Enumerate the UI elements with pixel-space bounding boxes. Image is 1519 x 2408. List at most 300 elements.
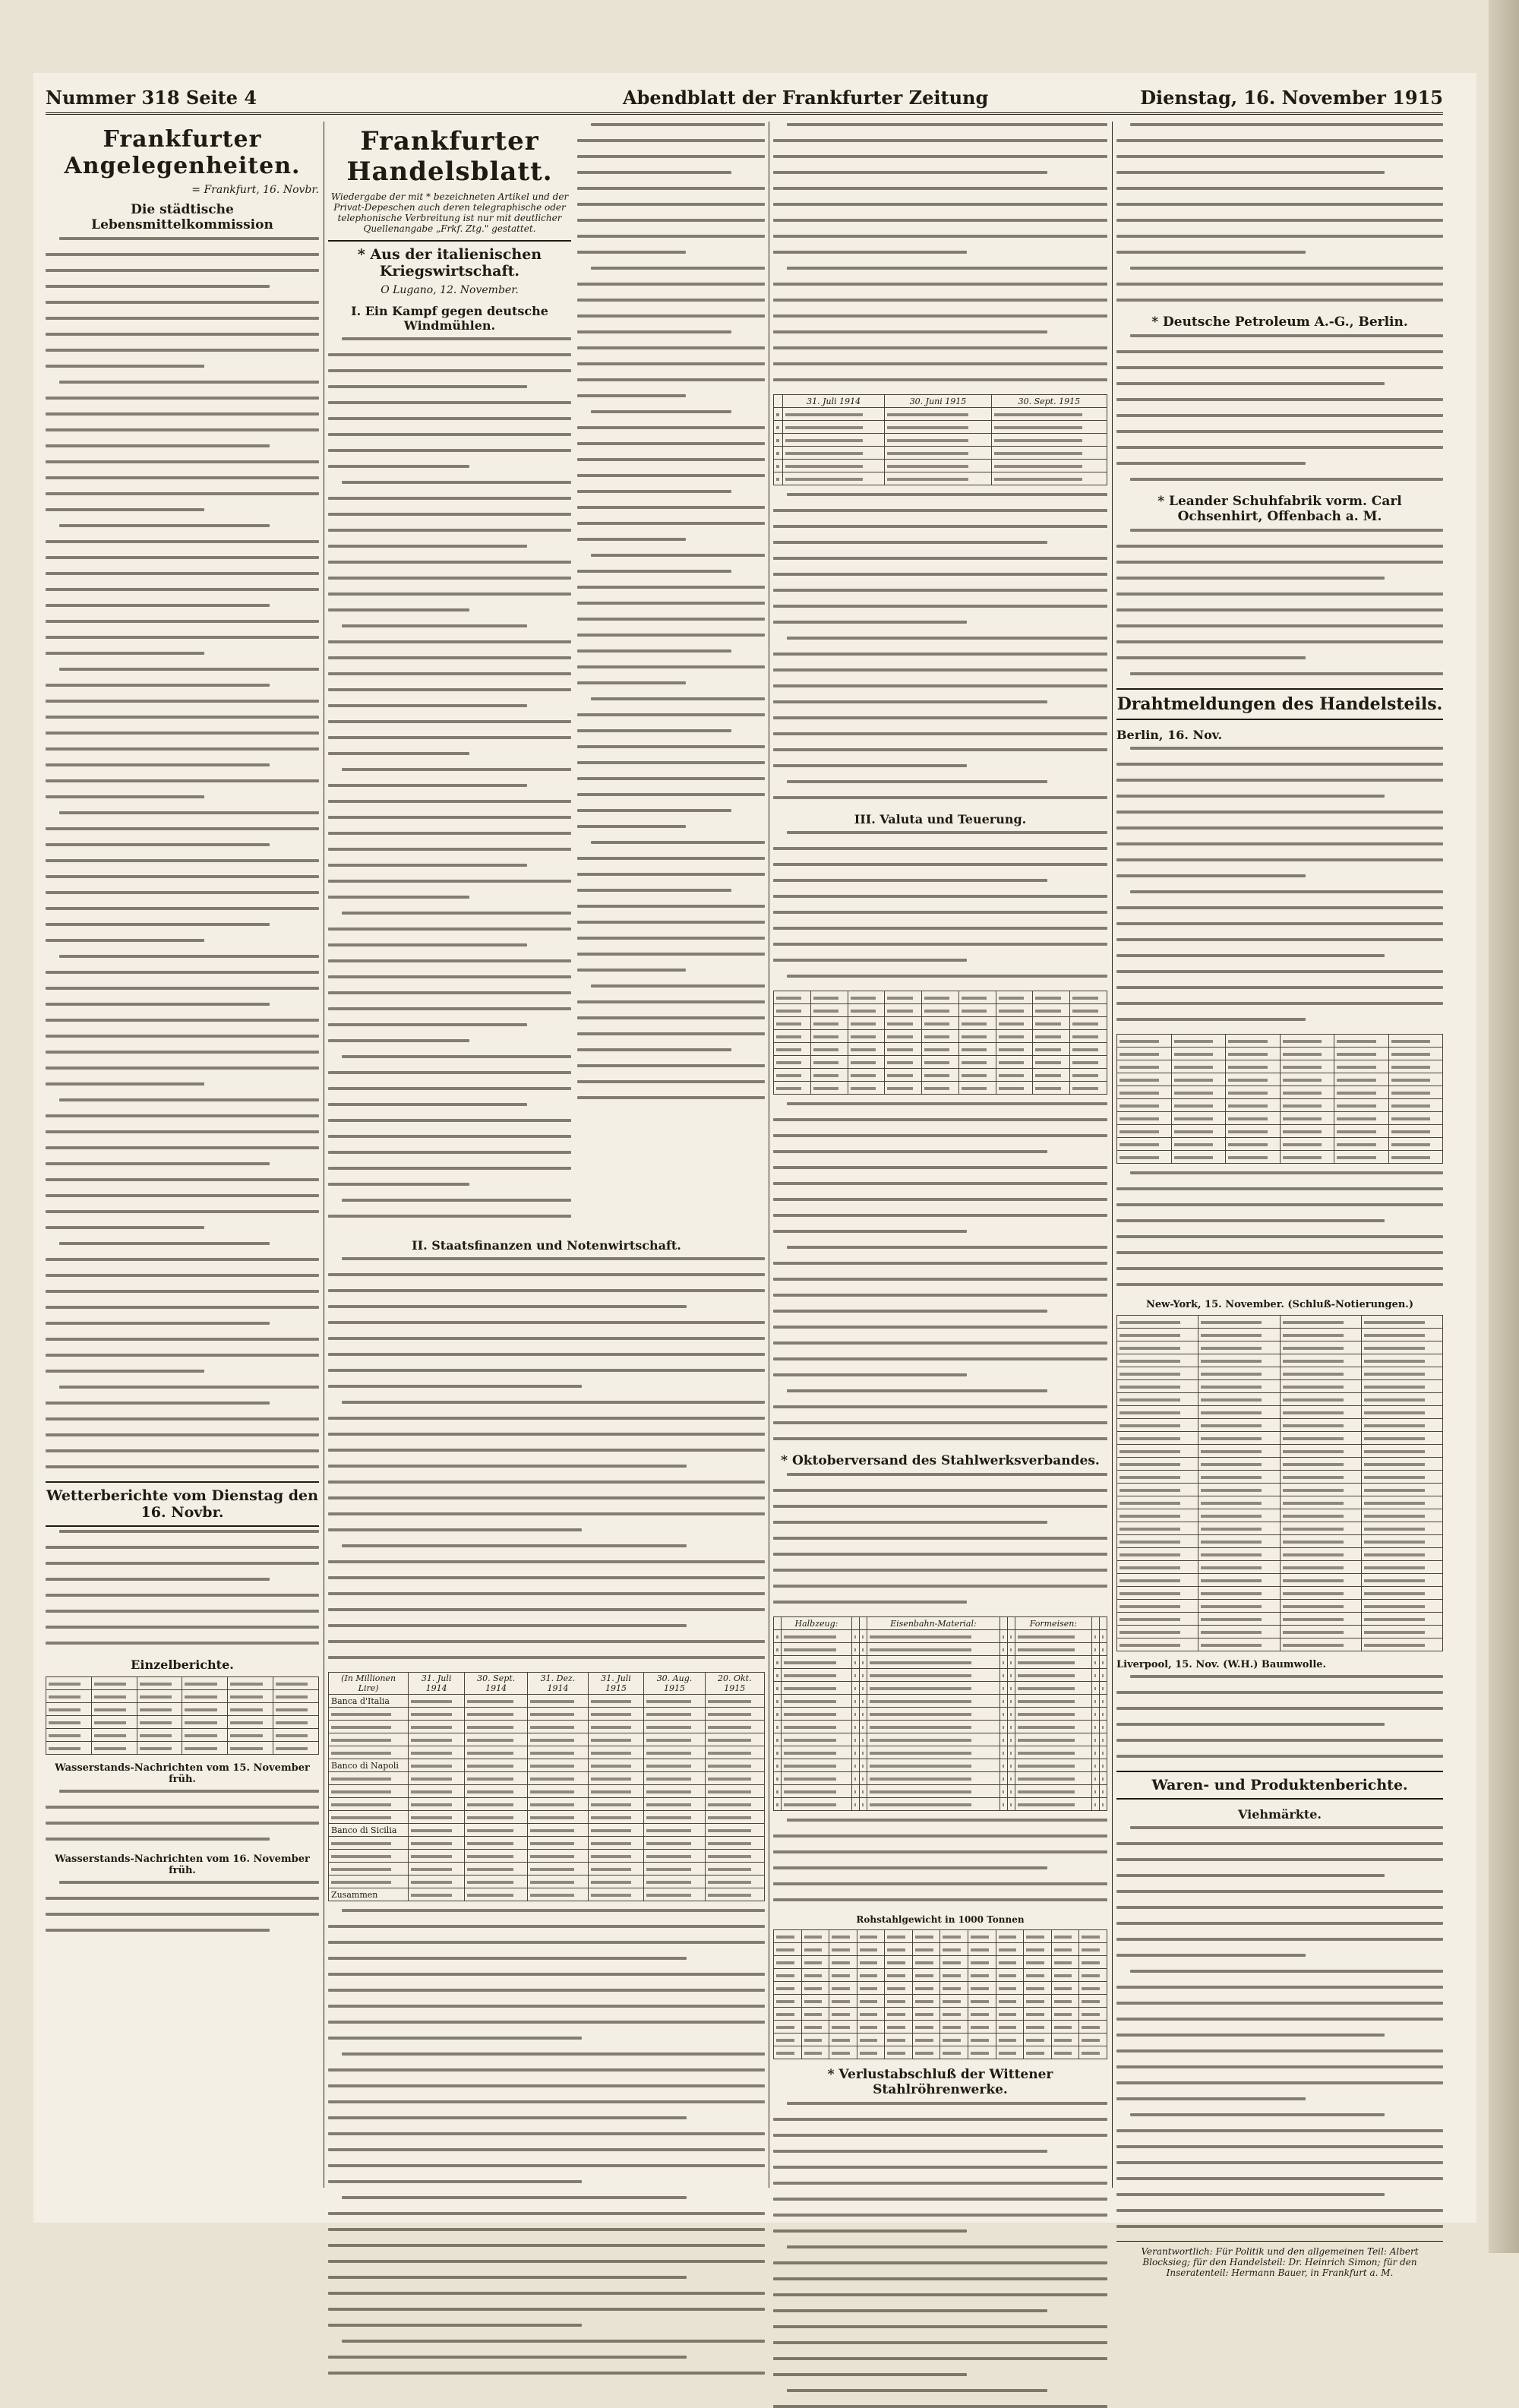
table-cell <box>774 1082 811 1095</box>
table-cell <box>1361 1509 1442 1522</box>
text-line <box>1130 478 1443 481</box>
table-row <box>46 1677 319 1690</box>
table-cell <box>1007 1772 1015 1785</box>
table-cell <box>1198 1406 1280 1419</box>
article-section: III. Valuta und Teuerung. <box>854 812 1027 826</box>
table-row <box>1117 1600 1443 1613</box>
text-line <box>342 1199 571 1202</box>
table-cell <box>1091 1695 1099 1708</box>
text-line <box>328 1465 687 1468</box>
table-cell <box>528 1695 588 1708</box>
text-line <box>1116 1002 1443 1005</box>
text-line <box>577 713 765 716</box>
table-cell <box>1051 2008 1079 2021</box>
text-line <box>328 959 571 962</box>
text-line <box>577 905 765 908</box>
table-cell <box>1051 1995 1079 2008</box>
table-cell <box>1091 1721 1099 1733</box>
table-cell <box>1280 1496 1361 1509</box>
table-cell <box>859 1643 867 1656</box>
table-cell <box>528 1888 588 1901</box>
text-line <box>46 923 270 926</box>
table-cell <box>1226 1099 1281 1112</box>
table-header-cell: 30. Juni 1915 <box>885 395 991 408</box>
text-line <box>773 378 1107 381</box>
text-line <box>577 1016 765 1019</box>
table-cell <box>774 991 811 1004</box>
table-cell <box>1015 1733 1092 1746</box>
table-cell <box>1117 1073 1172 1086</box>
table-cell <box>1079 1943 1107 1956</box>
table-cell <box>922 1069 959 1082</box>
text-line <box>591 554 765 557</box>
text-line <box>328 433 571 436</box>
table-cell <box>885 421 991 434</box>
text-line <box>773 1294 1107 1297</box>
text-line <box>773 1341 1107 1345</box>
table-cell <box>644 1785 705 1798</box>
table-cell <box>91 1703 137 1716</box>
table-cell <box>329 1708 409 1721</box>
table-row <box>1117 1419 1443 1432</box>
table-cell <box>867 1643 1000 1656</box>
table-cell <box>1000 1708 1007 1721</box>
text-line <box>1116 1219 1385 1222</box>
table-cell <box>1280 1587 1361 1600</box>
water-level-heading: Wasserstands-Nachrichten vom 15. November früh. <box>55 1762 310 1785</box>
weather-body <box>46 1530 319 1645</box>
text-line <box>787 2102 1107 2105</box>
table-cell <box>705 1759 764 1772</box>
table-cell <box>1033 1069 1070 1082</box>
table-cell <box>409 1708 465 1721</box>
table-cell <box>851 1785 859 1798</box>
table-row <box>1117 1073 1443 1086</box>
table-cell <box>1015 1759 1092 1772</box>
table-cell <box>1280 1073 1334 1086</box>
table-cell <box>588 1876 644 1888</box>
text-line <box>46 1146 319 1149</box>
table-cell <box>1024 1943 1052 1956</box>
weather-table-title: Einzelberichte. <box>131 1657 234 1672</box>
table-cell <box>851 1695 859 1708</box>
article-body <box>577 123 765 1231</box>
table-row <box>774 1995 1107 2008</box>
table-cell <box>885 1069 922 1082</box>
table-cell <box>1007 1643 1015 1656</box>
table-cell <box>774 1746 782 1759</box>
table-row <box>774 1682 1107 1695</box>
text-line <box>1116 251 1306 254</box>
table-row <box>774 447 1107 460</box>
article-body <box>773 2102 1107 2408</box>
text-line <box>1116 970 1443 973</box>
text-line <box>46 317 319 320</box>
table-cell <box>1388 1125 1443 1138</box>
table-cell <box>1361 1522 1442 1535</box>
text-line <box>773 716 1107 719</box>
table-cell <box>857 2021 885 2034</box>
table-cell <box>1099 1669 1107 1682</box>
text-line <box>328 1449 765 1452</box>
table-row <box>329 1772 765 1785</box>
table-cell <box>867 1772 1000 1785</box>
table-row <box>1117 1125 1443 1138</box>
table-cell <box>1099 1772 1107 1785</box>
table-cell <box>940 2021 968 2034</box>
table-cell <box>996 991 1033 1004</box>
table-cell <box>465 1811 528 1824</box>
table-cell <box>528 1772 588 1785</box>
text-line <box>46 1642 319 1645</box>
text-line <box>773 509 1107 512</box>
text-line <box>1116 608 1443 611</box>
table-cell <box>644 1695 705 1708</box>
text-line <box>328 2276 687 2279</box>
table-row <box>1117 1509 1443 1522</box>
text-line <box>342 624 527 627</box>
table-cell <box>1117 1048 1172 1060</box>
table-cell <box>1280 1354 1361 1367</box>
table-cell <box>1280 1035 1334 1048</box>
text-line <box>1130 334 1443 337</box>
text-line <box>328 816 571 819</box>
table-cell <box>783 447 885 460</box>
table-cell <box>528 1824 588 1837</box>
table-row <box>329 1837 765 1850</box>
table-cell <box>774 434 783 447</box>
table-cell <box>1007 1682 1015 1695</box>
table-cell <box>885 1030 922 1043</box>
table-cell <box>912 1969 940 1982</box>
table-cell <box>885 408 991 421</box>
text-line <box>577 139 765 142</box>
table-cell <box>1280 1086 1334 1099</box>
table-cell <box>1361 1380 1442 1393</box>
text-line <box>773 1898 1107 1901</box>
table-cell <box>1361 1535 1442 1548</box>
table-cell <box>940 1995 968 2008</box>
text-line <box>787 1819 1107 1822</box>
table-cell <box>859 1630 867 1643</box>
table-cell <box>851 1708 859 1721</box>
table-cell <box>774 1956 802 1969</box>
table-cell <box>465 1695 528 1708</box>
table-cell <box>1334 1138 1389 1151</box>
table-cell <box>1280 1060 1334 1073</box>
table-cell <box>1198 1496 1280 1509</box>
table-cell <box>644 1721 705 1733</box>
text-line <box>328 545 527 548</box>
bank-balance-table <box>773 394 1107 485</box>
table-cell <box>465 1888 528 1901</box>
text-line <box>577 187 765 190</box>
table-cell <box>774 1630 782 1643</box>
table-row <box>46 1690 319 1703</box>
table-cell <box>783 472 885 485</box>
table-cell <box>644 1708 705 1721</box>
table-row <box>774 408 1107 421</box>
table-cell <box>409 1824 465 1837</box>
table-cell <box>1015 1682 1092 1695</box>
table-cell <box>1024 1995 1052 2008</box>
text-line <box>46 1433 319 1436</box>
table-cell <box>1361 1406 1442 1419</box>
table-cell <box>1079 1995 1107 2008</box>
table-cell <box>774 1669 782 1682</box>
text-line <box>1116 1691 1443 1694</box>
text-line <box>773 2166 1107 2169</box>
table-cell <box>1024 1969 1052 1982</box>
dateline: Berlin, 16. Nov. <box>1116 728 1223 742</box>
text-line <box>328 1608 765 1611</box>
table-cell <box>1015 1785 1092 1798</box>
text-line <box>1116 382 1385 385</box>
text-line <box>46 1562 319 1565</box>
text-line <box>773 1182 1107 1185</box>
table-cell <box>958 1030 996 1043</box>
text-line <box>328 369 571 372</box>
table-cell <box>228 1729 273 1742</box>
text-line <box>577 155 765 158</box>
text-line <box>46 1370 204 1373</box>
table-cell: Banco di Napoli <box>329 1759 409 1772</box>
text-line <box>342 912 571 915</box>
goods-heading: Waren- und Produktenberichte. <box>1116 1771 1443 1800</box>
text-line <box>328 1135 571 1138</box>
text-line <box>787 2389 1047 2392</box>
table-cell <box>867 1669 1000 1682</box>
table-cell <box>137 1690 182 1703</box>
table-cell <box>859 1669 867 1682</box>
table-cell <box>1198 1445 1280 1458</box>
text-line <box>328 1656 765 1659</box>
text-line <box>46 1322 270 1325</box>
text-line <box>328 1071 571 1074</box>
text-line <box>328 1433 765 1436</box>
table-cell <box>782 1695 852 1708</box>
text-line <box>577 203 765 206</box>
text-line <box>328 2308 765 2311</box>
text-line <box>1116 2129 1443 2132</box>
text-line <box>1116 842 1443 845</box>
table-row <box>774 472 1107 485</box>
text-line <box>328 561 571 564</box>
table-cell <box>1280 1626 1361 1639</box>
text-line <box>773 2293 1107 2296</box>
table-cell <box>829 1969 857 1982</box>
table-cell <box>1024 1982 1052 1995</box>
table-cell <box>782 1772 852 1785</box>
text-line <box>46 763 270 766</box>
table-cell <box>228 1677 273 1690</box>
text-line <box>1116 462 1306 465</box>
text-line <box>46 1546 319 1549</box>
text-line <box>46 540 319 543</box>
table-cell <box>968 2046 996 2059</box>
table-cell <box>1117 1125 1172 1138</box>
table-row <box>774 1956 1107 1969</box>
text-line <box>1130 672 1443 675</box>
table-cell <box>774 472 783 485</box>
text-line <box>328 672 571 675</box>
table-cell <box>644 1863 705 1876</box>
market-heading: Liverpool, 15. Nov. (W.H.) Baumwolle. <box>1116 1659 1327 1670</box>
text-line <box>773 1405 1107 1408</box>
table-cell <box>1226 1125 1281 1138</box>
text-line <box>1116 1235 1443 1238</box>
text-line <box>328 1273 765 1276</box>
text-line <box>577 649 731 653</box>
text-line <box>59 237 319 240</box>
table-cell <box>1117 1086 1172 1099</box>
text-line <box>1116 2065 1443 2068</box>
table-cell <box>1007 1759 1015 1772</box>
text-line <box>46 1019 319 1022</box>
table-cell <box>465 1759 528 1772</box>
table-cell <box>91 1729 137 1742</box>
table-cell <box>810 1069 848 1082</box>
table-cell <box>1099 1798 1107 1811</box>
table-cell <box>1280 1639 1361 1651</box>
table-cell <box>1117 1587 1198 1600</box>
table-cell <box>885 434 991 447</box>
table-cell <box>644 1876 705 1888</box>
table-cell <box>528 1811 588 1824</box>
text-line <box>1116 1906 1443 1909</box>
text-line <box>577 458 765 461</box>
table-header-cell <box>1091 1617 1099 1630</box>
table-cell <box>1198 1367 1280 1380</box>
table-cell <box>1033 1030 1070 1043</box>
text-line <box>46 827 319 830</box>
text-line <box>773 314 1107 318</box>
text-line <box>773 362 1107 365</box>
table-cell <box>1334 1086 1389 1099</box>
table-cell <box>273 1729 319 1742</box>
table-cell <box>857 2008 885 2021</box>
text-line <box>46 412 319 416</box>
table-cell <box>1007 1721 1015 1733</box>
table-cell <box>588 1785 644 1798</box>
text-line <box>577 921 765 924</box>
table-row <box>1117 1445 1443 1458</box>
article-body <box>46 237 319 1468</box>
text-line <box>773 879 1047 882</box>
table-cell <box>867 1759 1000 1772</box>
text-line <box>577 729 731 732</box>
table-cell <box>705 1888 764 1901</box>
table-row <box>1117 1432 1443 1445</box>
table-cell <box>588 1850 644 1863</box>
table-cell <box>528 1876 588 1888</box>
table-cell <box>1033 1017 1070 1030</box>
text-line <box>577 474 765 477</box>
table-cell <box>829 2021 857 2034</box>
text-line <box>342 1544 687 1547</box>
table-cell <box>1079 1982 1107 1995</box>
table-header-cell <box>851 1617 859 1630</box>
text-line <box>328 991 571 994</box>
table-row <box>329 1863 765 1876</box>
table-cell <box>848 1004 885 1017</box>
table-row <box>1117 1613 1443 1626</box>
text-line <box>328 465 469 468</box>
table-cell <box>1226 1138 1281 1151</box>
column-commerce <box>328 123 765 2189</box>
text-line <box>46 1067 319 1070</box>
text-line <box>328 1989 765 1992</box>
table-cell: Banca d'Italia <box>329 1695 409 1708</box>
table-cell <box>329 1798 409 1811</box>
text-line <box>1130 123 1443 126</box>
table-cell <box>644 1772 705 1785</box>
text-line <box>1116 2145 1443 2148</box>
table-cell <box>829 2008 857 2021</box>
table-cell <box>1280 1406 1361 1419</box>
table-cell <box>1280 1613 1361 1626</box>
text-line <box>46 732 319 735</box>
table-cell <box>1099 1656 1107 1669</box>
table-cell <box>1024 2008 1052 2021</box>
table-cell <box>968 1956 996 1969</box>
table-cell <box>1226 1073 1281 1086</box>
text-line <box>46 1594 319 1597</box>
table-cell <box>705 1837 764 1850</box>
table-cell <box>588 1824 644 1837</box>
text-line <box>46 333 319 336</box>
table-cell <box>774 1759 782 1772</box>
table-cell <box>329 1837 409 1850</box>
table-cell <box>810 1056 848 1069</box>
text-line <box>328 497 571 500</box>
table-cell <box>1361 1316 1442 1329</box>
text-line <box>46 907 319 910</box>
table-cell <box>588 1811 644 1824</box>
text-line <box>46 349 319 352</box>
text-line <box>59 811 319 814</box>
text-line <box>46 285 270 288</box>
text-line <box>787 1473 1107 1476</box>
text-line <box>787 123 1107 126</box>
text-line <box>328 2324 582 2327</box>
table-cell <box>801 1930 829 1943</box>
table-row <box>774 1643 1107 1656</box>
table-cell <box>465 1798 528 1811</box>
text-line <box>46 269 319 272</box>
text-line <box>328 927 571 931</box>
text-line <box>1116 139 1443 142</box>
text-line <box>328 975 571 978</box>
table-cell <box>867 1733 1000 1746</box>
table-cell <box>1280 1151 1334 1164</box>
text-line <box>773 927 1107 930</box>
table-row <box>774 2008 1107 2021</box>
text-line <box>46 1626 319 1629</box>
text-line <box>1116 2209 1443 2212</box>
table-row <box>774 1056 1107 1069</box>
table-cell <box>1033 1004 1070 1017</box>
article-subhead: Die städtische Lebensmittelkommission <box>91 202 273 232</box>
table-cell <box>1079 1930 1107 1943</box>
text-line <box>773 1278 1107 1281</box>
table-cell <box>1024 2046 1052 2059</box>
text-line <box>773 2118 1107 2121</box>
table-cell <box>1051 1930 1079 1943</box>
text-line <box>1130 1970 1443 1973</box>
text-line <box>577 171 731 174</box>
table-cell <box>848 1082 885 1095</box>
